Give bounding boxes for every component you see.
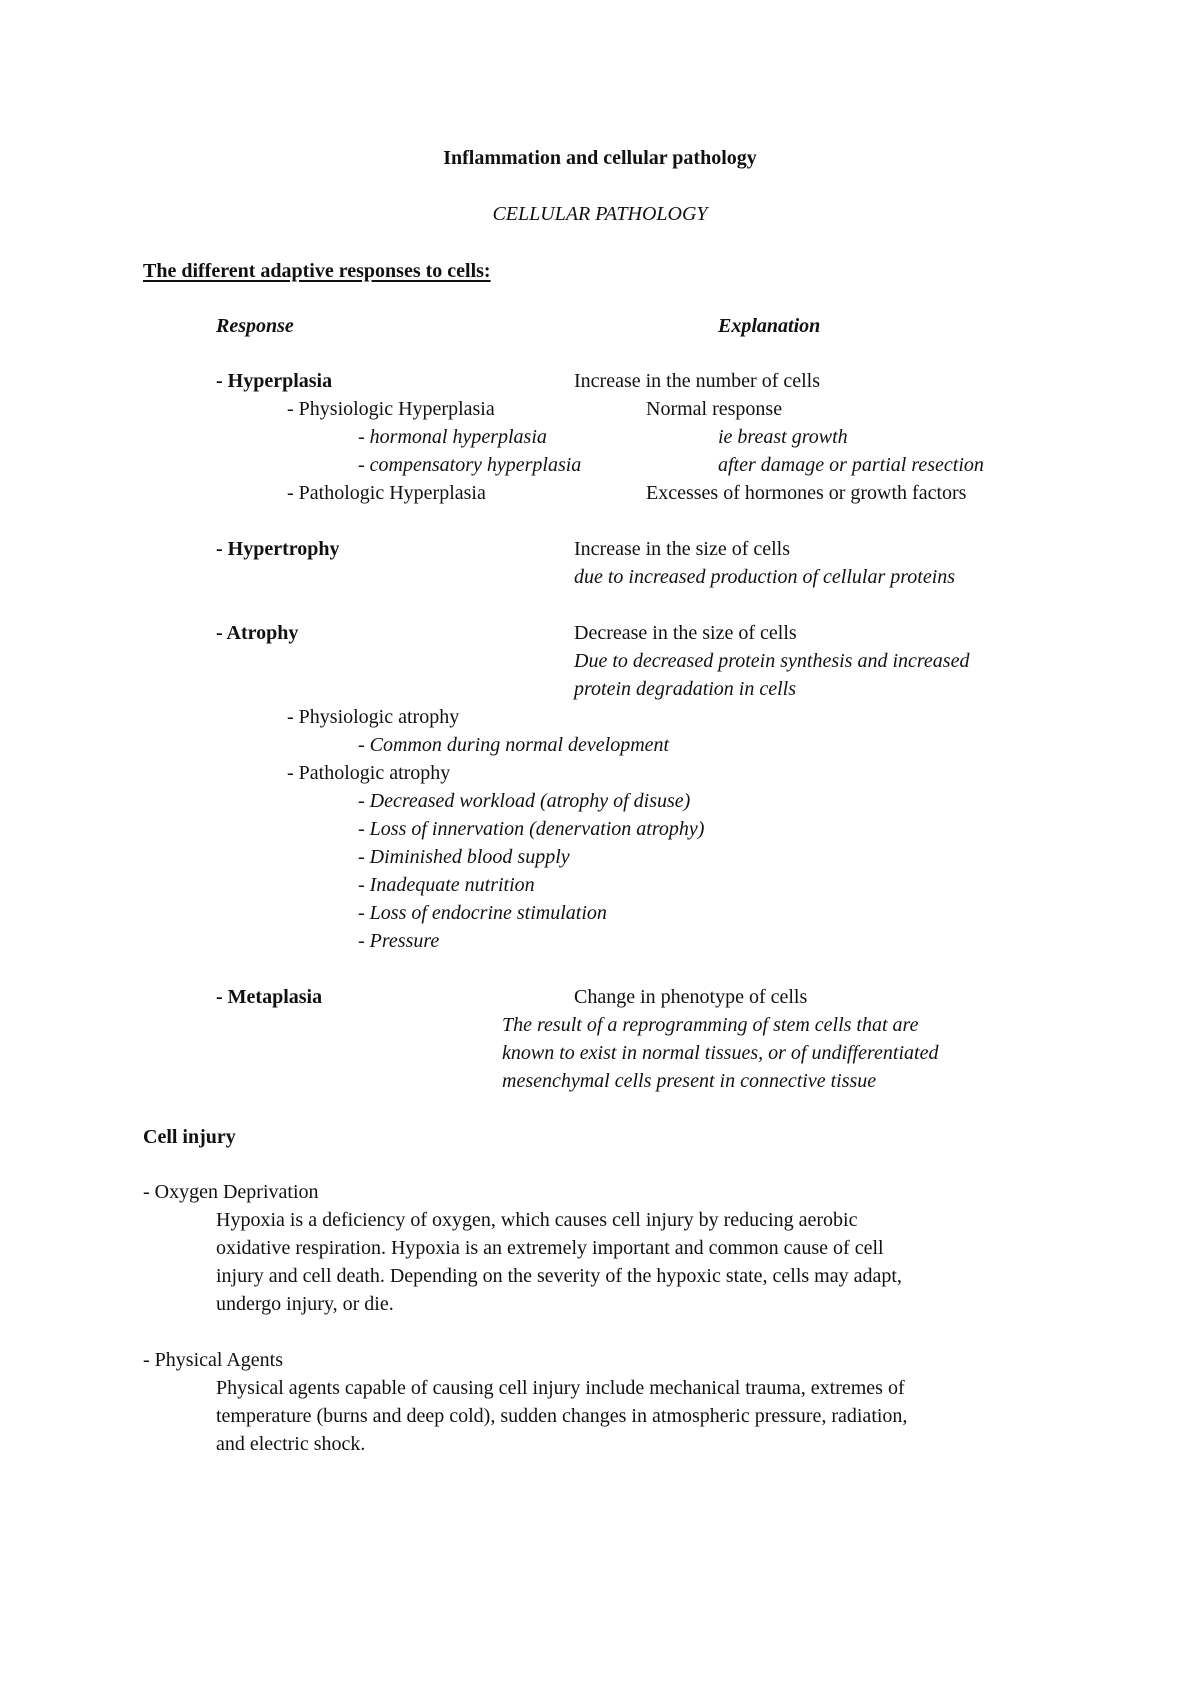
pathologic-atrophy-item: - Loss of innervation (denervation atrophy) <box>358 818 705 840</box>
document-title: Inflammation and cellular pathology <box>443 147 757 169</box>
physiologic-atrophy-item: - Common during normal development <box>358 734 670 756</box>
oxygen-paragraph-line: undergo injury, or die. <box>216 1293 394 1315</box>
oxygen-paragraph-line: Hypoxia is a deficiency of oxygen, which causes cell injury by reducing aerobic <box>216 1209 858 1231</box>
oxygen-paragraph-line: injury and cell death. Depending on the severity of the hypoxic state, cells may adapt, <box>216 1265 902 1287</box>
explanation-pathologic-hyperplasia: Excesses of hormones or growth factors <box>646 482 967 504</box>
response-physiologic-hyperplasia: - Physiologic Hyperplasia <box>287 398 495 420</box>
detail-metaplasia-line: mesenchymal cells present in connective tissue <box>502 1070 877 1092</box>
oxygen-paragraph-line: oxidative respiration. Hypoxia is an extremely important and common cause of cell <box>216 1237 884 1259</box>
physical-paragraph-line: temperature (burns and deep cold), sudden changes in atmospheric pressure, radiation, <box>216 1405 908 1427</box>
section-heading-cell-injury: Cell injury <box>143 1126 236 1148</box>
response-physiologic-atrophy: - Physiologic atrophy <box>287 706 460 728</box>
physical-paragraph-line: Physical agents capable of causing cell injury include mechanical trauma, extremes of <box>216 1377 905 1399</box>
response-pathologic-hyperplasia: - Pathologic Hyperplasia <box>287 482 486 504</box>
explanation-atrophy: Decrease in the size of cells <box>574 622 797 644</box>
response-atrophy: - Atrophy <box>216 622 299 644</box>
explanation-hormonal-hyperplasia: ie breast growth <box>718 426 848 448</box>
pathologic-atrophy-item: - Loss of endocrine stimulation <box>358 902 607 924</box>
response-metaplasia: - Metaplasia <box>216 986 323 1008</box>
cause-oxygen-deprivation: - Oxygen Deprivation <box>143 1181 319 1203</box>
detail-metaplasia-line: The result of a reprogramming of stem cells that are <box>502 1014 919 1036</box>
explanation-hypertrophy: Increase in the size of cells <box>574 538 791 560</box>
explanation-physiologic-hyperplasia: Normal response <box>646 398 783 420</box>
pathologic-atrophy-item: - Diminished blood supply <box>358 846 570 868</box>
detail-atrophy-line-1: Due to decreased protein synthesis and increased <box>574 650 970 672</box>
pathologic-atrophy-item: - Pressure <box>358 930 440 952</box>
pathologic-atrophy-item: - Decreased workload (atrophy of disuse) <box>358 790 691 812</box>
response-pathologic-atrophy: - Pathologic atrophy <box>287 762 451 784</box>
explanation-metaplasia: Change in phenotype of cells <box>574 986 808 1008</box>
section-heading-adaptive-responses: The different adaptive responses to cells: <box>143 260 491 282</box>
document-subtitle: CELLULAR PATHOLOGY <box>492 203 708 225</box>
explanation-compensatory-hyperplasia: after damage or partial resection <box>718 454 984 476</box>
cause-physical-agents: - Physical Agents <box>143 1349 283 1371</box>
pathologic-atrophy-item: - Inadequate nutrition <box>358 874 535 896</box>
column-header-explanation: Explanation <box>718 315 821 337</box>
response-hypertrophy: - Hypertrophy <box>216 538 340 560</box>
response-hormonal-hyperplasia: - hormonal hyperplasia <box>358 426 547 448</box>
detail-atrophy-line-2: protein degradation in cells <box>574 678 797 700</box>
explanation-hyperplasia: Increase in the number of cells <box>574 370 821 392</box>
response-compensatory-hyperplasia: - compensatory hyperplasia <box>358 454 582 476</box>
detail-metaplasia-line: known to exist in normal tissues, or of undifferentiated <box>502 1042 939 1064</box>
column-header-response: Response <box>216 315 294 337</box>
response-hyperplasia: - Hyperplasia <box>216 370 333 392</box>
physical-paragraph-line: and electric shock. <box>216 1433 366 1455</box>
detail-hypertrophy: due to increased production of cellular proteins <box>574 566 956 588</box>
